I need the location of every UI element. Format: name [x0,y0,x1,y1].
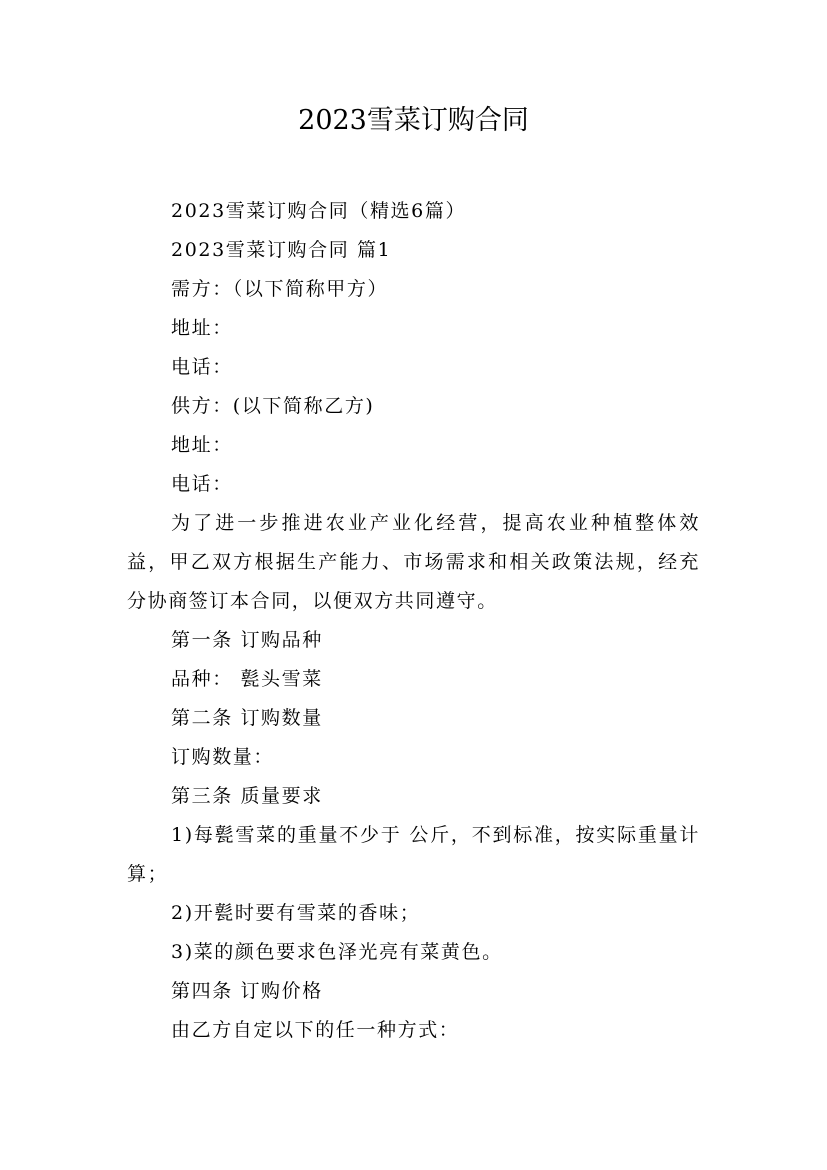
variety-line: 品种： 甏头雪菜 [171,668,323,690]
supplier-address-line: 地址： [171,434,233,456]
article-4-heading: 第四条 订购价格 [171,980,323,1002]
supplier-line: 供方：(以下简称乙方) [171,395,375,417]
article-2-heading: 第二条 订购数量 [171,707,323,729]
buyer-phone-line: 电话： [171,356,233,378]
document-title: 2023雪菜订购合同 [298,105,529,136]
quality-item-2: 2)开甏时要有雪菜的香味； [171,902,421,924]
quality-item-1: 1)每甏雪菜的重量不少于 公斤，不到标准，按实际重量计算； [127,824,700,885]
article-3-heading: 第三条 质量要求 [171,785,323,807]
quantity-line: 订购数量： [171,746,275,768]
document-body [127,192,700,1050]
subtitle-line: 2023雪菜订购合同（精选6篇） [171,200,467,222]
section-heading: 2023雪菜订购合同 篇1 [171,239,392,261]
preamble-paragraph: 为了进一步推进农业产业化经营，提高农业种植整体效益，甲乙双方根据生产能力、市场需求和相关政策法规，经充分协商签订本合同，以便双方共同遵守。 [127,512,700,612]
quality-item-3: 3)菜的颜色要求色泽光亮有菜黄色。 [171,941,503,963]
buyer-address-line: 地址： [171,317,233,339]
supplier-phone-line: 电话： [171,473,233,495]
article-1-heading: 第一条 订购品种 [171,629,323,651]
buyer-line: 需方：（以下简称甲方） [171,278,389,300]
pricing-line: 由乙方自定以下的任一种方式： [171,1019,460,1041]
